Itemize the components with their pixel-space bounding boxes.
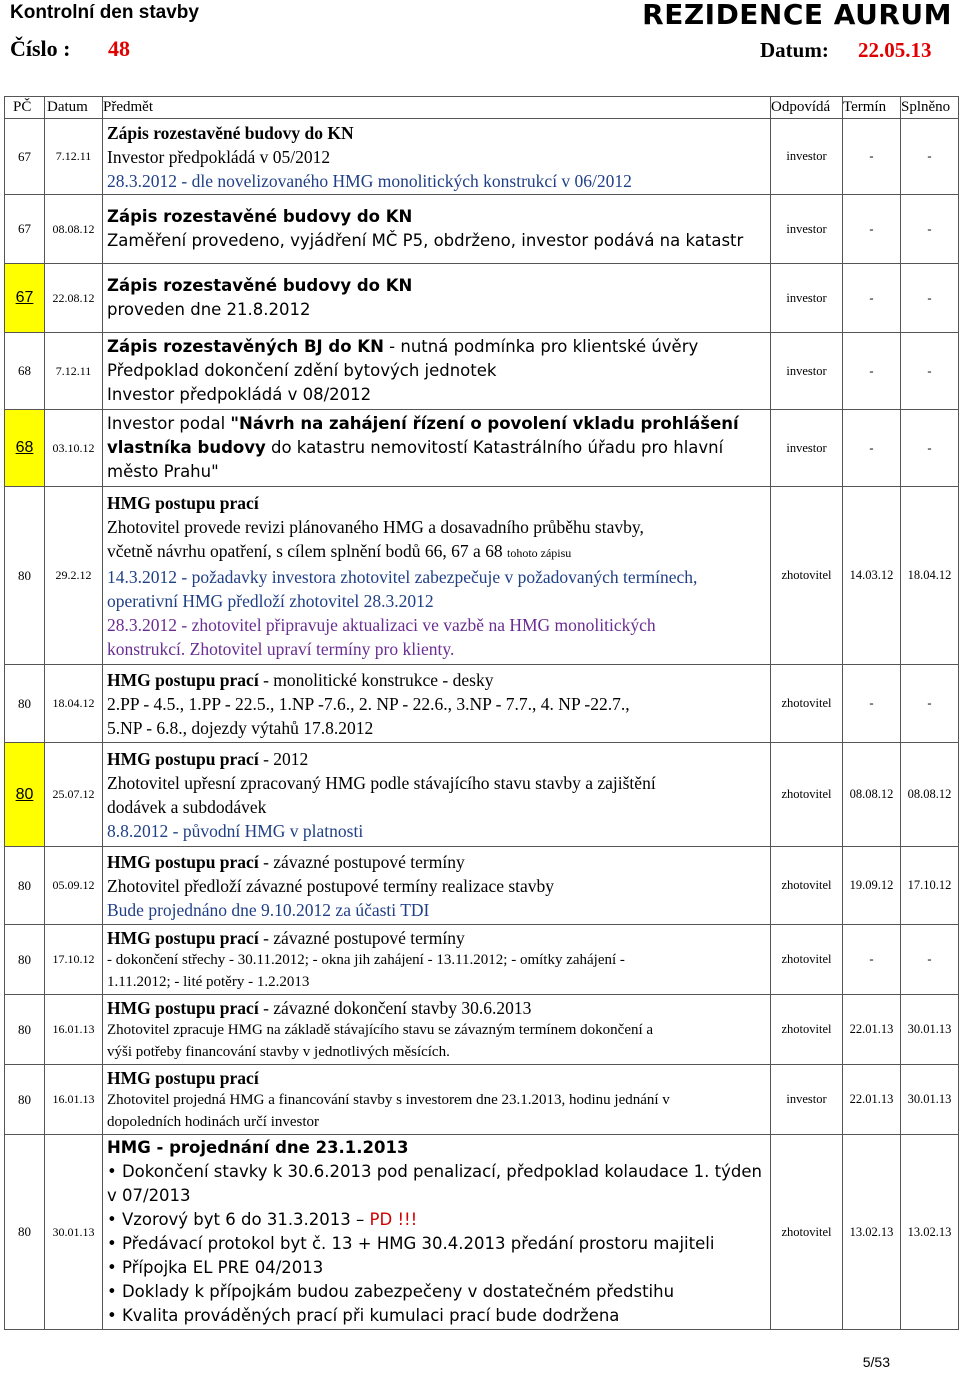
subject-line: 28.3.2012 - zhotovitel připravuje aktualizaci ve vazbě na HMG monolitických bbox=[107, 614, 656, 635]
row-subject bbox=[103, 1065, 771, 1135]
table-row bbox=[5, 487, 959, 665]
subject-line: • Přípojka EL PRE 04/2013 bbox=[107, 1258, 324, 1277]
row-responsible: investor bbox=[771, 264, 843, 333]
table-row bbox=[5, 665, 959, 743]
row-done: 30.01.13 bbox=[901, 1065, 959, 1135]
page-number: 5/53 bbox=[862, 1354, 890, 1370]
row-term: 14.03.12 bbox=[843, 487, 901, 665]
subject-line: Zápis rozestavěné budovy do KN bbox=[107, 207, 413, 226]
table-row bbox=[5, 925, 959, 995]
row-responsible: zhotovitel bbox=[771, 995, 843, 1065]
row-term: - bbox=[843, 264, 901, 333]
subject-line: - dokončení střechy - 30.11.2012; - okna jih zahájení - 13.11.2012; - omítky zahájení - bbox=[107, 951, 625, 968]
row-done: 08.08.12 bbox=[901, 743, 959, 847]
table-row bbox=[5, 743, 959, 847]
row-term: 22.01.13 bbox=[843, 1065, 901, 1135]
number-label: Číslo : bbox=[10, 36, 71, 61]
row-pc: 80 bbox=[5, 925, 45, 995]
row-date: 03.10.12 bbox=[45, 410, 103, 487]
table-row bbox=[5, 264, 959, 333]
subject-line: 2.PP - 4.5., 1.PP - 22.5., 1.NP -7.6., 2. NP - 22.6., 3.NP - 7.7., 4. NP -22.7., bbox=[107, 693, 630, 714]
table-row bbox=[5, 1065, 959, 1135]
subject-line: 8.8.2012 - původní HMG v platnosti bbox=[107, 820, 364, 841]
row-date: 30.01.13 bbox=[45, 1135, 103, 1330]
col-done: Splněno bbox=[901, 97, 959, 119]
subject-line: Zhotovitel projedná HMG a financování stavby s investorem dne 23.1.2013, hodinu jednání v bbox=[107, 1091, 670, 1108]
table-row bbox=[5, 1135, 959, 1330]
row-responsible: investor bbox=[771, 119, 843, 195]
row-done: - bbox=[901, 925, 959, 995]
col-term: Termín bbox=[843, 97, 901, 119]
subject-line: výši potřeby financování stavby v jednotlivých měsících. bbox=[107, 1043, 450, 1060]
row-done: 13.02.13 bbox=[901, 1135, 959, 1330]
row-done: 30.01.13 bbox=[901, 995, 959, 1065]
subject-line: Zhotovitel zpracuje HMG na základě stávajícího stavu se závazným termínem dokončení a bbox=[107, 1021, 654, 1038]
row-date: 7.12.11 bbox=[45, 119, 103, 195]
subject-line: HMG postupu prací bbox=[107, 492, 259, 513]
row-responsible: investor bbox=[771, 410, 843, 487]
row-subject bbox=[103, 1135, 771, 1330]
row-responsible: investor bbox=[771, 195, 843, 264]
subject-line: Investor předpokládá v 05/2012 bbox=[107, 146, 331, 167]
subject-line: HMG postupu prací - závazné postupové termíny bbox=[107, 851, 465, 872]
subject-line: dodávek a subdodávek bbox=[107, 796, 267, 817]
row-pc: 80 bbox=[5, 665, 45, 743]
row-pc: 80 bbox=[5, 1065, 45, 1135]
row-pc: 67 bbox=[5, 119, 45, 195]
table-row bbox=[5, 333, 959, 410]
row-done: - bbox=[901, 119, 959, 195]
row-term: - bbox=[843, 665, 901, 743]
subject-line: Zápis rozestavěné budovy do KN bbox=[107, 276, 413, 295]
subject-line: HMG postupu prací - závazné dokončení stavby 30.6.2013 bbox=[107, 997, 532, 1018]
subject-line: včetně návrhu opatření, s cílem splnění bodů 66, 67 a 68 tohoto zápisu bbox=[107, 540, 572, 561]
subject-line: HMG postupu prací - monolitické konstrukce - desky bbox=[107, 669, 494, 690]
subject-line: HMG postupu prací - závazné postupové termíny bbox=[107, 927, 465, 948]
subject-line: • Vzorový byt 6 do 31.3.2013 – PD !!! bbox=[107, 1210, 418, 1229]
subject-line: Zhotovitel předloží závazné postupové termíny realizace stavby bbox=[107, 875, 555, 896]
row-date: 22.08.12 bbox=[45, 264, 103, 333]
subject-line: Zaměření provedeno, vyjádření MČ P5, obdrženo, investor podává na katastr bbox=[107, 231, 744, 250]
row-term: - bbox=[843, 195, 901, 264]
row-done: - bbox=[901, 333, 959, 410]
row-pc: 80 bbox=[5, 743, 45, 847]
row-responsible: zhotovitel bbox=[771, 925, 843, 995]
row-term: - bbox=[843, 333, 901, 410]
row-subject bbox=[103, 264, 771, 333]
row-responsible: investor bbox=[771, 1065, 843, 1135]
row-subject bbox=[103, 995, 771, 1065]
subject-line: město Prahu" bbox=[107, 462, 219, 481]
table-row bbox=[5, 847, 959, 925]
subject-line: 14.3.2012 - požadavky investora zhotovitel zabezpečuje v požadovaných termínech, bbox=[107, 566, 698, 587]
table-row bbox=[5, 119, 959, 195]
row-pc: 80 bbox=[5, 1135, 45, 1330]
row-responsible: zhotovitel bbox=[771, 487, 843, 665]
row-pc: 68 bbox=[5, 333, 45, 410]
row-done: 17.10.12 bbox=[901, 847, 959, 925]
row-term: - bbox=[843, 119, 901, 195]
subject-line: proveden dne 21.8.2012 bbox=[107, 300, 311, 319]
minutes-table bbox=[4, 96, 959, 1330]
project-name: REZIDENCE AURUM bbox=[642, 0, 952, 31]
row-responsible: zhotovitel bbox=[771, 743, 843, 847]
row-subject bbox=[103, 665, 771, 743]
subject-line: HMG - projednání dne 23.1.2013 bbox=[107, 1138, 409, 1157]
row-pc: 67 bbox=[5, 264, 45, 333]
row-term: 19.09.12 bbox=[843, 847, 901, 925]
subject-line: 1.11.2012; - lité potěry - 1.2.2013 bbox=[107, 973, 310, 990]
row-date: 18.04.12 bbox=[45, 665, 103, 743]
subject-line: Investor předpokládá v 08/2012 bbox=[107, 385, 372, 404]
row-date: 05.09.12 bbox=[45, 847, 103, 925]
row-date: 7.12.11 bbox=[45, 333, 103, 410]
subject-line: Zápis rozestavěné budovy do KN bbox=[107, 122, 354, 143]
row-pc: 67 bbox=[5, 195, 45, 264]
row-subject bbox=[103, 333, 771, 410]
row-done: - bbox=[901, 195, 959, 264]
subject-line: • Doklady k přípojkám budou zabezpečeny v dostatečném předstihu bbox=[107, 1282, 675, 1301]
table-header-row bbox=[5, 97, 959, 119]
row-responsible: investor bbox=[771, 333, 843, 410]
subject-line: Investor podal "Návrh na zahájení řízení o povolení vkladu prohlášení bbox=[107, 414, 739, 433]
row-term: 08.08.12 bbox=[843, 743, 901, 847]
row-pc: 68 bbox=[5, 410, 45, 487]
col-subject: Předmět bbox=[103, 97, 771, 119]
row-term: - bbox=[843, 410, 901, 487]
row-pc: 80 bbox=[5, 995, 45, 1065]
row-pc: 80 bbox=[5, 487, 45, 665]
row-term: 13.02.13 bbox=[843, 1135, 901, 1330]
subject-line: Bude projednáno dne 9.10.2012 za účasti TDI bbox=[107, 899, 430, 920]
row-subject bbox=[103, 925, 771, 995]
row-date: 16.01.13 bbox=[45, 995, 103, 1065]
col-responsible: Odpovídá bbox=[771, 97, 843, 119]
row-date: 25.07.12 bbox=[45, 743, 103, 847]
row-date: 29.2.12 bbox=[45, 487, 103, 665]
row-date: 16.01.13 bbox=[45, 1065, 103, 1135]
row-done: - bbox=[901, 665, 959, 743]
row-responsible: zhotovitel bbox=[771, 665, 843, 743]
table-row bbox=[5, 195, 959, 264]
date-value: 22.05.13 bbox=[858, 38, 932, 62]
subject-line: • Předávací protokol byt č. 13 + HMG 30.4.2013 předání prostoru majiteli bbox=[107, 1234, 715, 1253]
row-subject bbox=[103, 487, 771, 665]
col-date: Datum bbox=[45, 97, 103, 119]
doc-title: Kontrolní den stavby bbox=[10, 2, 199, 23]
row-pc: 80 bbox=[5, 847, 45, 925]
subject-line: konstrukcí. Zhotovitel upraví termíny pro klienty. bbox=[107, 638, 455, 659]
row-done: - bbox=[901, 264, 959, 333]
table-row bbox=[5, 995, 959, 1065]
subject-line: vlastníka budovy do katastru nemovitostí Katastrálního úřadu pro hlavní bbox=[107, 438, 724, 457]
subject-line: dopoledních hodinách určí investor bbox=[107, 1113, 320, 1130]
row-done: 18.04.12 bbox=[901, 487, 959, 665]
row-responsible: zhotovitel bbox=[771, 847, 843, 925]
col-pc: PČ bbox=[5, 97, 45, 119]
date-label: Datum: bbox=[760, 38, 829, 62]
subject-line: HMG postupu prací bbox=[107, 1067, 259, 1088]
subject-line: 5.NP - 6.8., dojezdy výtahů 17.8.2012 bbox=[107, 717, 374, 738]
row-subject bbox=[103, 119, 771, 195]
row-date: 08.08.12 bbox=[45, 195, 103, 264]
subject-line: Zhotovitel upřesní zpracovaný HMG podle stávajícího stavu stavby a zajištění bbox=[107, 772, 656, 793]
row-term: - bbox=[843, 925, 901, 995]
row-subject bbox=[103, 410, 771, 487]
row-subject bbox=[103, 847, 771, 925]
subject-line: HMG postupu prací - 2012 bbox=[107, 748, 309, 769]
row-term: 22.01.13 bbox=[843, 995, 901, 1065]
subject-line: • Dokončení stavky k 30.6.2013 pod penalizací, předpoklad kolaudace 1. týden v 07/2013 bbox=[107, 1162, 762, 1205]
row-subject bbox=[103, 195, 771, 264]
row-done: - bbox=[901, 410, 959, 487]
subject-line: Předpoklad dokončení zdění bytových jednotek bbox=[107, 361, 497, 380]
number-value: 48 bbox=[108, 36, 130, 61]
subject-line: 28.3.2012 - dle novelizovaného HMG monolitických konstrukcí v 06/2012 bbox=[107, 170, 632, 191]
subject-line: Zápis rozestavěných BJ do KN - nutná podmínka pro klientské úvěry bbox=[107, 337, 699, 356]
row-date: 17.10.12 bbox=[45, 925, 103, 995]
row-subject bbox=[103, 743, 771, 847]
row-responsible: zhotovitel bbox=[771, 1135, 843, 1330]
subject-line: Zhotovitel provede revizi plánovaného HMG a dosavadního průběhu stavby, bbox=[107, 516, 644, 537]
subject-line: operativní HMG předloží zhotovitel 28.3.2012 bbox=[107, 590, 434, 611]
table-row bbox=[5, 410, 959, 487]
subject-line: • Kvalita prováděných prací při kumulaci prací bude dodržena bbox=[107, 1306, 620, 1325]
